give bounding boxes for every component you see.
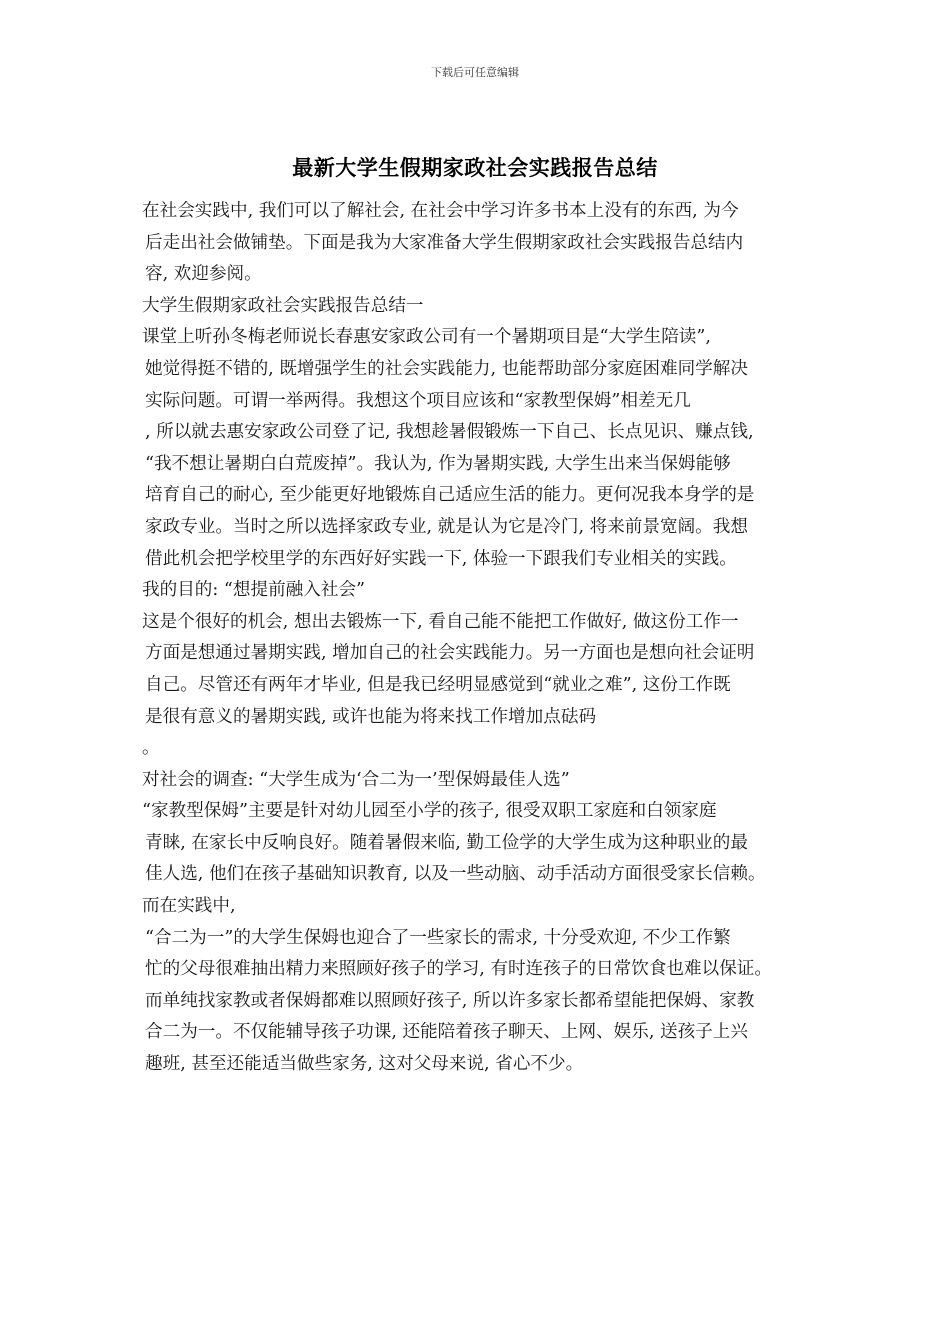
body-line: 自己。尽管还有两年才毕业, 但是我已经明显感觉到“就业之难”, 这份工作既 bbox=[145, 674, 731, 695]
page-header: 下载后可任意编辑 bbox=[431, 66, 519, 79]
body-line: “家教型保姆”主要是针对幼儿园至小学的孩子, 很受双职工家庭和白领家庭 bbox=[142, 801, 717, 822]
body-line: 。 bbox=[142, 738, 160, 759]
body-line: 我的目的: “想提前融入社会” bbox=[142, 580, 366, 601]
body-line: 实际问题。可谓一举两得。我想这个项目应该和“家教型保姆”相差无几 bbox=[145, 390, 691, 411]
body-line: 大学生假期家政社会实践报告总结一 bbox=[142, 295, 424, 316]
body-line: “我不想让暑期白白荒废掉”。我认为, 作为暑期实践, 大学生出来当保姆能够 bbox=[145, 453, 731, 474]
body-line: 培育自己的耐心, 至少能更好地锻炼自己适应生活的能力。更何况我本身学的是 bbox=[145, 485, 755, 506]
body-line: 方面是想通过暑期实践, 增加自己的社会实践能力。另一方面也是想向社会证明 bbox=[145, 643, 755, 664]
body-line: 青睐, 在家长中反响良好。随着暑假来临, 勤工俭学的大学生成为这种职业的最 bbox=[145, 832, 748, 853]
body-line: 对社会的调查: “大学生成为‘合二为一’型保姆最佳人选” bbox=[142, 769, 570, 790]
body-line: 合二为一。不仅能辅导孩子功课, 还能陪着孩子聊天、上网、娱乐, 送孩子上兴 bbox=[145, 1022, 748, 1043]
body-line: 后走出社会做铺垫。下面是我为大家准备大学生假期家政社会实践报告总结内 bbox=[145, 232, 744, 253]
body-line: 她觉得挺不错的, 既增强学生的社会实践能力, 也能帮助部分家庭困难同学解决 bbox=[145, 358, 748, 379]
body-line: 借此机会把学校里学的东西好好实践一下, 体验一下跟我们专业相关的实践。 bbox=[145, 548, 737, 569]
document-body bbox=[142, 196, 817, 1081]
body-line: 而在实践中, bbox=[142, 896, 236, 917]
body-line: 家政专业。当时之所以选择家政专业, 就是认为它是冷门, 将来前景宽阔。我想 bbox=[145, 516, 748, 537]
body-line: 课堂上听孙冬梅老师说长春惠安家政公司有一个暑期项目是“大学生陪读”, bbox=[142, 327, 711, 348]
body-line: “合二为一”的大学生保姆也迎合了一些家长的需求, 十分受欢迎, 不少工作繁 bbox=[145, 927, 731, 948]
body-line: 而单纯找家教或者保姆都难以照顾好孩子, 所以许多家长都希望能把保姆、家教 bbox=[145, 990, 755, 1011]
body-line: 在社会实践中, 我们可以了解社会, 在社会中学习许多书本上没有的东西, 为今 bbox=[142, 201, 739, 221]
body-line: 忙的父母很难抽出精力来照顾好孩子的学习, 有时连孩子的日常饮食也难以保证。 bbox=[145, 959, 772, 980]
body-line: 佳人选, 他们在孩子基础知识教育, 以及一些动脑、动手活动方面很受家长信赖。 bbox=[145, 864, 766, 885]
document-title: 最新大学生假期家政社会实践报告总结 bbox=[292, 155, 658, 180]
body-line: 容, 欢迎参阅。 bbox=[145, 264, 262, 285]
body-line: 是很有意义的暑期实践, 或许也能为将来找工作增加点砝码 bbox=[145, 706, 597, 727]
body-line: 趣班, 甚至还能适当做些家务, 这对父母来说, 省心不少。 bbox=[145, 1054, 584, 1075]
body-line: 这是个很好的机会, 想出去锻炼一下, 看自己能不能把工作做好, 做这份工作一 bbox=[142, 611, 739, 632]
body-line: , 所以就去惠安家政公司登了记, 我想趁暑假锻炼一下自己、长点见识、赚点钱, bbox=[145, 422, 754, 443]
